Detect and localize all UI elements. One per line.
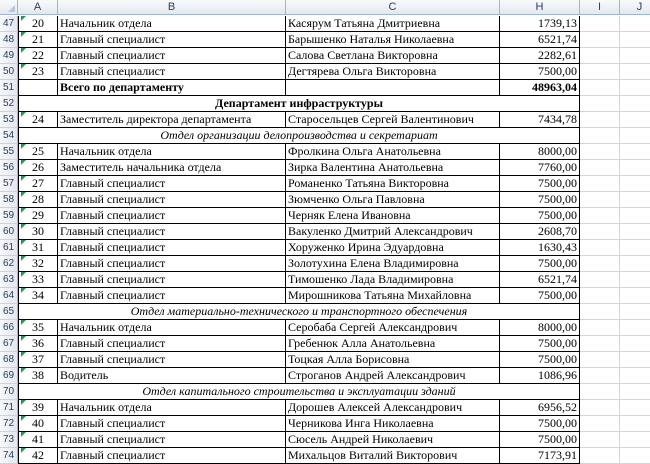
error-indicator-icon — [21, 208, 26, 213]
cell-position[interactable]: Главный специалист — [58, 352, 286, 368]
cell-amount[interactable]: 8000,00 — [500, 144, 580, 160]
cell-name[interactable]: Строганов Андрей Александрович — [286, 368, 500, 384]
empty-cell[interactable] — [620, 208, 650, 224]
cell-total-label[interactable]: Всего по департаменту — [58, 80, 286, 96]
cell-name[interactable]: Черникова Инга Николаевна — [286, 416, 500, 432]
cell-position[interactable]: Главный специалист — [58, 336, 286, 352]
empty-cell[interactable] — [580, 128, 620, 144]
error-indicator-icon — [21, 320, 26, 325]
cell-name[interactable] — [286, 80, 500, 96]
empty-cell[interactable] — [580, 176, 620, 192]
cell-number[interactable]: 26 — [18, 160, 58, 176]
empty-cell[interactable] — [580, 208, 620, 224]
empty-cell[interactable] — [580, 112, 620, 128]
empty-cell[interactable] — [620, 416, 650, 432]
cell-name[interactable]: Дегтярева Ольга Викторовна — [286, 64, 500, 80]
column-header-b[interactable]: B — [58, 0, 286, 15]
row-header[interactable]: 68 — [0, 352, 18, 368]
cell-amount[interactable]: 8000,00 — [500, 320, 580, 336]
error-indicator-icon — [21, 160, 26, 165]
cell-number[interactable]: 35 — [18, 320, 58, 336]
select-all-corner[interactable] — [0, 0, 18, 15]
error-indicator-icon — [21, 368, 26, 373]
error-indicator-icon — [21, 176, 26, 181]
error-indicator-icon — [21, 432, 26, 437]
empty-cell[interactable] — [580, 16, 620, 32]
cell-number[interactable]: 39 — [18, 400, 58, 416]
column-header-a[interactable]: A — [18, 0, 58, 15]
empty-cell[interactable] — [620, 304, 650, 320]
cell-position[interactable]: Начальник отдела — [58, 144, 286, 160]
cell-amount[interactable]: 1630,43 — [500, 240, 580, 256]
cell-amount[interactable]: 7500,00 — [500, 192, 580, 208]
cell-amount[interactable]: 7434,78 — [500, 112, 580, 128]
cell-amount[interactable]: 7760,00 — [500, 160, 580, 176]
empty-cell[interactable] — [620, 320, 650, 336]
cell-number[interactable]: 34 — [18, 288, 58, 304]
empty-cell[interactable] — [580, 64, 620, 80]
cell-number[interactable]: 31 — [18, 240, 58, 256]
empty-cell[interactable] — [620, 112, 650, 128]
cell-name[interactable]: Романенко Татьяна Викторовна — [286, 176, 500, 192]
column-header-i[interactable]: I — [580, 0, 620, 15]
error-indicator-icon — [21, 448, 26, 453]
cell-amount[interactable]: 7500,00 — [500, 336, 580, 352]
cell-name[interactable]: Черняк Елена Ивановна — [286, 208, 500, 224]
row-header[interactable]: 64 — [0, 288, 18, 304]
empty-cell[interactable] — [620, 240, 650, 256]
cell-amount[interactable]: 7500,00 — [500, 64, 580, 80]
empty-cell[interactable] — [620, 256, 650, 272]
empty-cell[interactable] — [620, 80, 650, 96]
cell-position[interactable]: Главный специалист — [58, 176, 286, 192]
error-indicator-icon — [21, 272, 26, 277]
row-header[interactable]: 59 — [0, 208, 18, 224]
cell-number[interactable]: 29 — [18, 208, 58, 224]
row-header[interactable]: 48 — [0, 32, 18, 48]
cell-name[interactable]: Зирка Валентина Анатольевна — [286, 160, 500, 176]
empty-cell[interactable] — [580, 352, 620, 368]
row-header[interactable]: 70 — [0, 384, 18, 400]
column-header-j[interactable]: J — [620, 0, 650, 15]
cell-number[interactable]: 38 — [18, 368, 58, 384]
cell-number[interactable]: 30 — [18, 224, 58, 240]
row-header[interactable]: 47 — [0, 16, 18, 32]
cell-position[interactable]: Главный специалист — [58, 32, 286, 48]
cell-amount[interactable]: 2608,70 — [500, 224, 580, 240]
cell-name[interactable]: Хоруженко Ирина Эдуардовна — [286, 240, 500, 256]
cell-position[interactable]: Заместитель директора департамента — [58, 112, 286, 128]
cell-position[interactable]: Заместитель начальника отдела — [58, 160, 286, 176]
empty-cell[interactable] — [580, 160, 620, 176]
empty-cell[interactable] — [620, 128, 650, 144]
cell-position[interactable]: Начальник отдела — [58, 16, 286, 32]
cell-name[interactable]: Салова Светлана Викторовна — [286, 48, 500, 64]
error-indicator-icon — [21, 352, 26, 357]
cell-position[interactable]: Главный специалист — [58, 288, 286, 304]
cell-number[interactable]: 21 — [18, 32, 58, 48]
cell-name[interactable]: Зюмченко Ольга Павловна — [286, 192, 500, 208]
empty-cell[interactable] — [620, 336, 650, 352]
error-indicator-icon — [21, 112, 26, 117]
empty-cell[interactable] — [580, 336, 620, 352]
cell-name[interactable]: Старосельцев Сергей Валентинович — [286, 112, 500, 128]
cell-number[interactable]: 20 — [18, 16, 58, 32]
empty-cell[interactable] — [580, 432, 620, 448]
empty-cell[interactable] — [580, 96, 620, 112]
empty-cell[interactable] — [580, 240, 620, 256]
empty-cell[interactable] — [580, 400, 620, 416]
empty-cell[interactable] — [580, 368, 620, 384]
empty-cell[interactable] — [620, 192, 650, 208]
cell-amount[interactable]: 6956,52 — [500, 400, 580, 416]
empty-cell[interactable] — [620, 432, 650, 448]
empty-cell[interactable] — [620, 352, 650, 368]
cell-number[interactable]: 32 — [18, 256, 58, 272]
row-header[interactable]: 57 — [0, 176, 18, 192]
row-header[interactable]: 58 — [0, 192, 18, 208]
cell-position[interactable]: Главный специалист — [58, 432, 286, 448]
cell-number[interactable]: 36 — [18, 336, 58, 352]
empty-cell[interactable] — [620, 176, 650, 192]
department-header[interactable]: Департамент инфраструктуры — [18, 96, 580, 112]
cell-name[interactable]: Гребенюк Алла Анатольевна — [286, 336, 500, 352]
section-header[interactable]: Отдел материально-технического и транспортного обеспечения — [18, 304, 580, 320]
cell-name[interactable]: Золотухина Елена Владимировна — [286, 256, 500, 272]
cell-name[interactable]: Михальцов Виталий Викторович — [286, 448, 500, 464]
empty-cell[interactable] — [580, 304, 620, 320]
cell-number[interactable]: 41 — [18, 432, 58, 448]
error-indicator-icon — [21, 416, 26, 421]
row-header[interactable]: 52 — [0, 96, 18, 112]
row-header[interactable]: 54 — [0, 128, 18, 144]
row-header[interactable]: 71 — [0, 400, 18, 416]
error-indicator-icon — [21, 336, 26, 341]
cell-number[interactable]: 24 — [18, 112, 58, 128]
cell-number[interactable]: 28 — [18, 192, 58, 208]
empty-cell[interactable] — [620, 160, 650, 176]
row-header[interactable]: 65 — [0, 304, 18, 320]
row-header[interactable]: 72 — [0, 416, 18, 432]
cell-amount[interactable]: 1739,13 — [500, 16, 580, 32]
empty-cell[interactable] — [620, 144, 650, 160]
cell-amount[interactable]: 6521,74 — [500, 272, 580, 288]
empty-cell[interactable] — [580, 80, 620, 96]
cell-amount[interactable]: 7500,00 — [500, 208, 580, 224]
row-header[interactable]: 53 — [0, 112, 18, 128]
row-header[interactable]: 50 — [0, 64, 18, 80]
cell-number[interactable]: 22 — [18, 48, 58, 64]
cell-number[interactable]: 25 — [18, 144, 58, 160]
cell-number[interactable]: 23 — [18, 64, 58, 80]
error-indicator-icon — [21, 32, 26, 37]
empty-cell[interactable] — [620, 16, 650, 32]
cell-name[interactable]: Тимошенко Лада Владимировна — [286, 272, 500, 288]
row-header[interactable]: 60 — [0, 224, 18, 240]
row-header[interactable]: 67 — [0, 336, 18, 352]
cell-name[interactable]: Сюсель Андрей Николаевич — [286, 432, 500, 448]
error-indicator-icon — [21, 288, 26, 293]
row-header[interactable]: 69 — [0, 368, 18, 384]
empty-cell[interactable] — [580, 416, 620, 432]
empty-cell[interactable] — [620, 448, 650, 464]
cell-amount[interactable]: 7500,00 — [500, 256, 580, 272]
cell-amount[interactable]: 7500,00 — [500, 176, 580, 192]
cell-total-amount[interactable]: 48963,04 — [500, 80, 580, 96]
cell-position[interactable]: Главный специалист — [58, 64, 286, 80]
cell-amount[interactable]: 7500,00 — [500, 352, 580, 368]
empty-cell[interactable] — [580, 32, 620, 48]
cell-name[interactable]: Тоцкая Алла Борисовна — [286, 352, 500, 368]
error-indicator-icon — [21, 400, 26, 405]
cell-position[interactable]: Главный специалист — [58, 48, 286, 64]
cell-amount[interactable]: 7500,00 — [500, 432, 580, 448]
cell-position[interactable]: Главный специалист — [58, 224, 286, 240]
row-header[interactable]: 74 — [0, 448, 18, 464]
error-indicator-icon — [21, 240, 26, 245]
cell-number[interactable] — [18, 80, 58, 96]
cell-amount[interactable]: 7500,00 — [500, 288, 580, 304]
empty-cell[interactable] — [580, 256, 620, 272]
error-indicator-icon — [21, 64, 26, 69]
row-header[interactable]: 55 — [0, 144, 18, 160]
empty-cell[interactable] — [620, 96, 650, 112]
row-header[interactable]: 73 — [0, 432, 18, 448]
cell-position[interactable]: Главный специалист — [58, 416, 286, 432]
cell-amount[interactable]: 1086,96 — [500, 368, 580, 384]
empty-cell[interactable] — [620, 368, 650, 384]
row-header[interactable]: 49 — [0, 48, 18, 64]
empty-cell[interactable] — [580, 384, 620, 400]
empty-cell[interactable] — [580, 144, 620, 160]
empty-cell[interactable] — [580, 48, 620, 64]
cell-name[interactable]: Дорошев Алексей Александрович — [286, 400, 500, 416]
cell-name[interactable]: Мирошникова Татьяна Михайловна — [286, 288, 500, 304]
cell-amount[interactable]: 7173,91 — [500, 448, 580, 464]
cell-position[interactable]: Главный специалист — [58, 256, 286, 272]
row-header[interactable]: 62 — [0, 256, 18, 272]
empty-cell[interactable] — [620, 64, 650, 80]
empty-cell[interactable] — [580, 320, 620, 336]
cell-name[interactable]: Барышенко Наталья Николаевна — [286, 32, 500, 48]
empty-cell[interactable] — [620, 384, 650, 400]
cell-position[interactable]: Главный специалист — [58, 192, 286, 208]
cell-amount[interactable]: 2282,61 — [500, 48, 580, 64]
column-header-h[interactable]: H — [500, 0, 580, 15]
empty-cell[interactable] — [620, 288, 650, 304]
row-header[interactable]: 61 — [0, 240, 18, 256]
empty-cell[interactable] — [620, 48, 650, 64]
cell-number[interactable]: 40 — [18, 416, 58, 432]
cell-name[interactable]: Вакуленко Дмитрий Александрович — [286, 224, 500, 240]
cell-position[interactable]: Главный специалист — [58, 448, 286, 464]
cell-amount[interactable]: 7500,00 — [500, 416, 580, 432]
cell-position[interactable]: Начальник отдела — [58, 400, 286, 416]
empty-cell[interactable] — [580, 288, 620, 304]
error-indicator-icon — [21, 16, 26, 21]
cell-name[interactable]: Касярум Татьяна Дмитриевна — [286, 16, 500, 32]
cell-number[interactable]: 27 — [18, 176, 58, 192]
empty-cell[interactable] — [620, 32, 650, 48]
row-header[interactable]: 51 — [0, 80, 18, 96]
cell-position[interactable]: Начальник отдела — [58, 320, 286, 336]
empty-cell[interactable] — [580, 224, 620, 240]
cell-amount[interactable]: 6521,74 — [500, 32, 580, 48]
cell-position[interactable]: Главный специалист — [58, 208, 286, 224]
error-indicator-icon — [21, 256, 26, 261]
empty-cell[interactable] — [580, 272, 620, 288]
empty-cell[interactable] — [580, 448, 620, 464]
error-indicator-icon — [21, 192, 26, 197]
cell-position[interactable]: Водитель — [58, 368, 286, 384]
cell-name[interactable]: Фролкина Ольга Анатольевна — [286, 144, 500, 160]
section-header[interactable]: Отдел организации делопроизводства и секретариат — [18, 128, 580, 144]
cell-name[interactable]: Серобаба Сергей Александрович — [286, 320, 500, 336]
empty-cell[interactable] — [580, 192, 620, 208]
cell-position[interactable]: Главный специалист — [58, 272, 286, 288]
empty-cell[interactable] — [620, 224, 650, 240]
row-header[interactable]: 63 — [0, 272, 18, 288]
column-header-c[interactable]: C — [286, 0, 500, 15]
row-header[interactable]: 66 — [0, 320, 18, 336]
section-header[interactable]: Отдел капитального строительства и эксплуатации зданий — [18, 384, 580, 400]
cell-number[interactable]: 33 — [18, 272, 58, 288]
error-indicator-icon — [21, 48, 26, 53]
cell-number[interactable]: 42 — [18, 448, 58, 464]
cell-position[interactable]: Главный специалист — [58, 240, 286, 256]
empty-cell[interactable] — [620, 272, 650, 288]
empty-cell[interactable] — [620, 400, 650, 416]
row-header[interactable]: 56 — [0, 160, 18, 176]
error-indicator-icon — [21, 224, 26, 229]
error-indicator-icon — [21, 144, 26, 149]
cell-number[interactable]: 37 — [18, 352, 58, 368]
